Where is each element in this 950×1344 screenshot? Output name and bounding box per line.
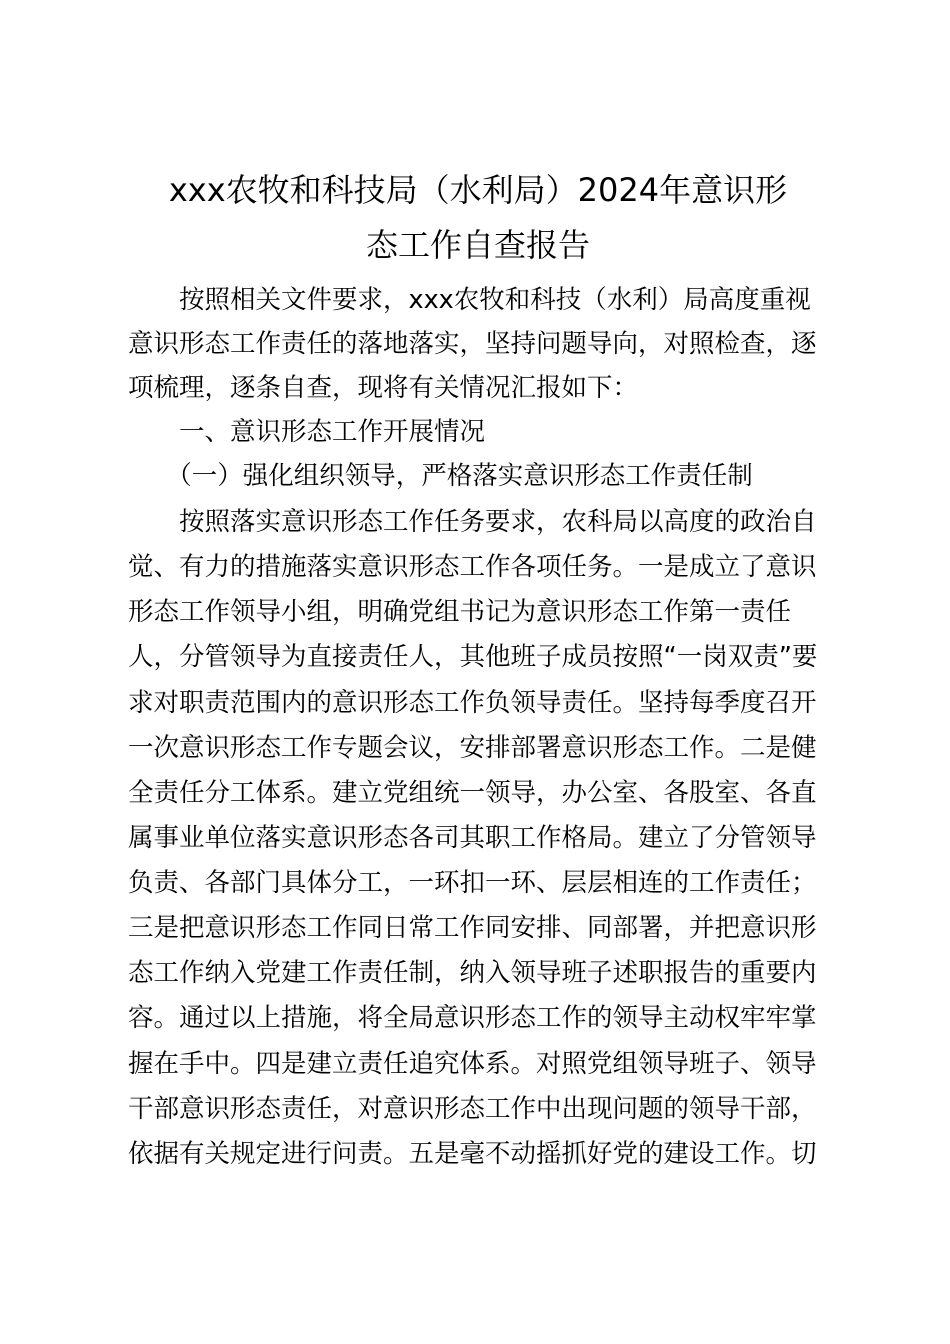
body-line: 形态工作领导小组，明确党组书记为意识形态工作第一责任 — [128, 597, 792, 627]
document-title-line-2: 态工作自查报告 — [365, 226, 590, 264]
body-line: 属事业单位落实意识形态各司其职工作格局。建立了分管领导 — [128, 823, 817, 853]
body-line: 三是把意识形态工作同日常工作同安排、同部署，并把意识形 — [128, 913, 817, 943]
body-line: 按照落实意识形态工作任务要求，农科局以高度的政治自 — [128, 507, 817, 537]
body-line: 态工作纳入党建工作责任制，纳入领导班子述职报告的重要内 — [128, 958, 817, 988]
subsection-heading: （一）强化组织领导，严格落实意识形态工作责任制 — [128, 461, 753, 491]
body-line: 依据有关规定进行问责。五是毫不动摇抓好党的建设工作。切 — [128, 1139, 817, 1169]
body-line: 干部意识形态责任，对意识形态工作中出现问题的领导干部， — [128, 1094, 817, 1124]
body-line: 全责任分工体系。建立党组统一领导，办公室、各股室、各直 — [128, 778, 817, 808]
section-heading: 一、意识形态工作开展情况 — [128, 417, 486, 447]
body-line: 一次意识形态工作专题会议，安排部署意识形态工作。二是健 — [128, 733, 817, 763]
body-line: 负责、各部门具体分工，一环扣一环、层层相连的工作责任； — [128, 868, 817, 898]
body-line: 人，分管领导为直接责任人，其他班子成员按照“一岗双责”要 — [128, 642, 818, 672]
body-line: 求对职责范围内的意识形态工作负领导责任。坚持每季度召开 — [128, 688, 817, 718]
document-title-line-1: xxx农牧和科技局（水利局）2024年意识形 — [168, 171, 788, 209]
body-line: 握在手中。四是建立责任追究体系。对照党组领导班子、领导 — [128, 1049, 817, 1079]
body-line: 容。通过以上措施，将全局意识形态工作的领导主动权牢牢掌 — [128, 1003, 817, 1033]
body-line: 觉、有力的措施落实意识形态工作各项任务。一是成立了意识 — [128, 552, 817, 582]
body-line: 项梳理，逐条自查，现将有关情况汇报如下： — [128, 373, 639, 403]
body-line: 意识形态工作责任的落地落实，坚持问题导向，对照检查，逐 — [128, 329, 817, 359]
body-line: 按照相关文件要求，xxx农牧和科技（水利）局高度重视 — [128, 285, 811, 315]
